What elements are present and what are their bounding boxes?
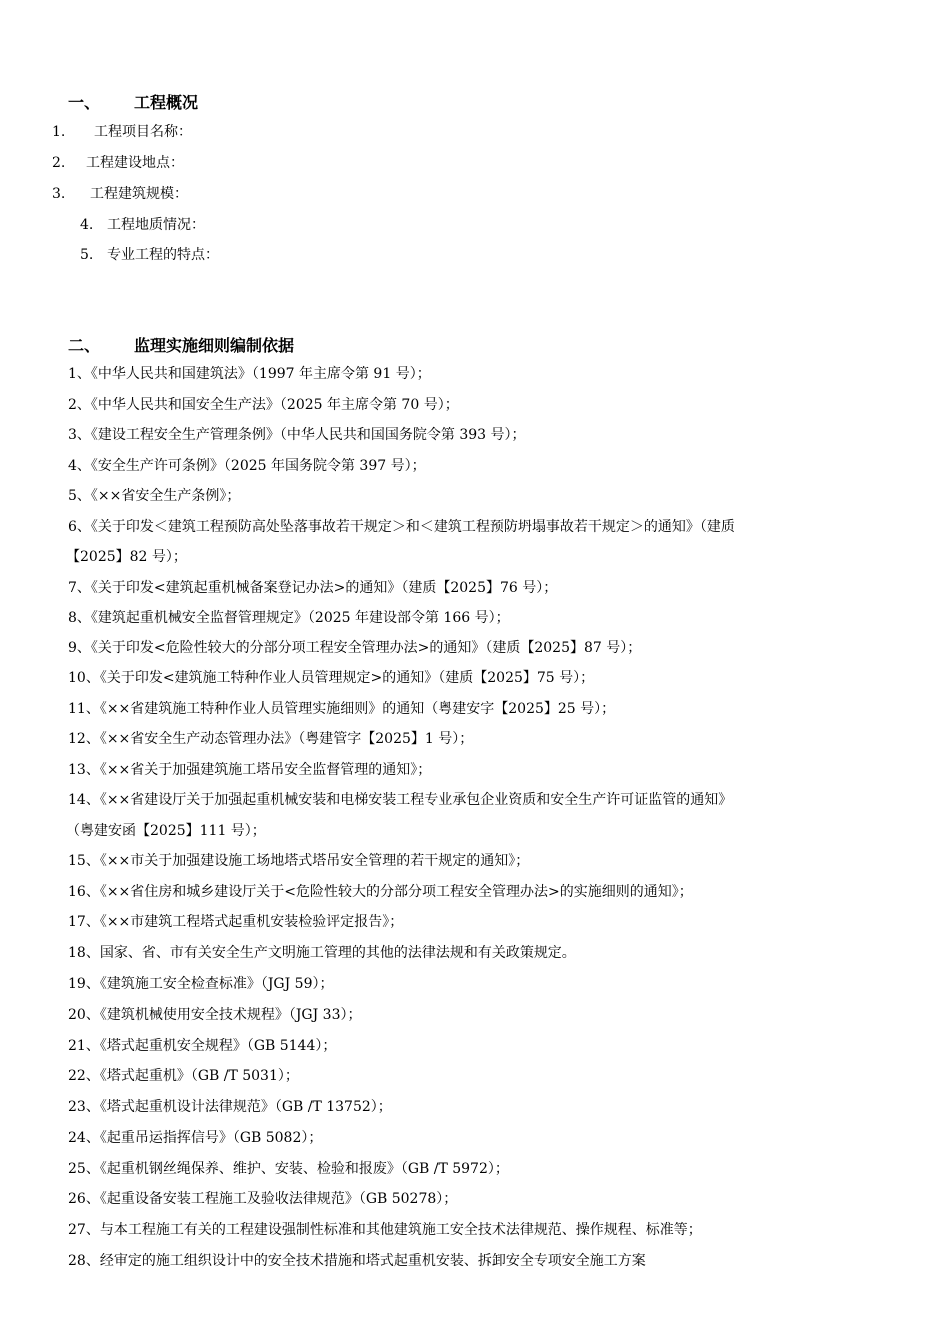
section-1-heading <box>68 90 198 113</box>
basis-item-3: 3、《建设工程安全生产管理条例》（中华人民共和国国务院令第 393 号）； <box>68 427 526 443</box>
section-2-number: 二、 <box>68 336 101 355</box>
basis-item-21: 21、《塔式起重机安全规程》（GB 5144）； <box>68 1038 337 1054</box>
basis-item-19: 19、《建筑施工安全检查标准》（JGJ 59）； <box>68 976 334 992</box>
section-2-title: 监理实施细则编制依据 <box>134 336 295 355</box>
basis-item-12: 12、《××省安全生产动态管理办法》（粤建管字【2025】1 号）； <box>68 731 474 747</box>
basis-item-14-line-1: 14、《××省建设厅关于加强起重机械安装和电梯安装工程专业承包企业资质和安全生产许可证监管的通知》 <box>68 792 733 808</box>
overview-item-1: 1. 工程项目名称： <box>52 124 192 140</box>
basis-item-23: 23、《塔式起重机设计法律规范》（GB /T 13752）； <box>68 1099 392 1115</box>
basis-item-24: 24、《起重吊运指挥信号》（GB 5082）； <box>68 1130 323 1146</box>
basis-item-14-line-2: （粤建安函【2025】111 号）； <box>66 823 266 839</box>
section-1-title: 工程概况 <box>134 93 199 112</box>
basis-item-8: 8、《建筑起重机械安全监督管理规定》（2025 年建设部令第 166 号）； <box>68 610 510 626</box>
basis-item-1: 1、《中华人民共和国建筑法》（1997 年主席令第 91 号）； <box>68 366 431 382</box>
overview-item-2: 2. 工程建设地点： <box>52 155 184 171</box>
section-1-number: 一、 <box>68 93 101 112</box>
basis-item-17: 17、《××市建筑工程塔式起重机安装检验评定报告》； <box>68 914 404 930</box>
basis-item-18: 18、国家、省、市有关安全生产文明施工管理的其他的法律法规和有关政策规定。 <box>68 945 576 961</box>
basis-item-26: 26、《起重设备安装工程施工及验收法律规范》（GB 50278）； <box>68 1191 458 1207</box>
overview-item-3: 3. 工程建筑规模： <box>52 186 188 202</box>
basis-item-28: 28、经审定的施工组织设计中的安全技术措施和塔式起重机安装、拆卸安全专项安全施工方案 <box>68 1253 646 1269</box>
basis-item-10: 10、《关于印发<建筑施工特种作业人员管理规定>的通知》（建质【2025】75 号）； <box>68 670 595 686</box>
overview-item-5: 5. 专业工程的特点： <box>80 247 219 263</box>
basis-item-9: 9、《关于印发<危险性较大的分部分项工程安全管理办法>的通知》（建质【2025】87 号）； <box>68 640 642 656</box>
basis-item-4: 4、《安全生产许可条例》（2025 年国务院令第 397 号）； <box>68 458 426 474</box>
basis-item-7: 7、《关于印发<建筑起重机械备案登记办法>的通知》（建质【2025】76 号）； <box>68 580 558 596</box>
basis-item-13: 13、《××省关于加强建筑施工塔吊安全监督管理的通知》； <box>68 762 432 778</box>
basis-item-16: 16、《××省住房和城乡建设厅关于<危险性较大的分部分项工程安全管理办法>的实施细则的通知》； <box>68 884 693 900</box>
basis-item-2: 2、《中华人民共和国安全生产法》（2025 年主席令第 70 号）； <box>68 397 459 413</box>
basis-item-11: 11、《××省建筑施工特种作业人员管理实施细则》的通知（粤建安字【2025】25 号）； <box>68 701 616 717</box>
basis-item-20: 20、《建筑机械使用安全技术规程》（JGJ 33）； <box>68 1007 362 1023</box>
basis-item-5: 5、《××省安全生产条例》； <box>68 488 241 504</box>
section-2-heading <box>68 333 294 356</box>
basis-item-15: 15、《××市关于加强建设施工场地塔式塔吊安全管理的若干规定的通知》； <box>68 853 530 869</box>
basis-item-22: 22、《塔式起重机》（GB /T 5031）； <box>68 1068 299 1084</box>
basis-item-6-line-1: 6、《关于印发＜建筑工程预防高处坠落事故若干规定＞和＜建筑工程预防坍塌事故若干规定＞的通知》（建质 <box>68 519 735 535</box>
basis-item-6-line-2: 【2025】82 号）； <box>66 549 187 565</box>
basis-item-27: 27、与本工程施工有关的工程建设强制性标准和其他建筑施工安全技术法律规范、操作规程、标准等； <box>68 1222 702 1238</box>
basis-item-25: 25、《起重机钢丝绳保养、维护、安装、检验和报废》（GB /T 5972）； <box>68 1161 509 1177</box>
overview-item-4: 4. 工程地质情况： <box>80 217 205 233</box>
